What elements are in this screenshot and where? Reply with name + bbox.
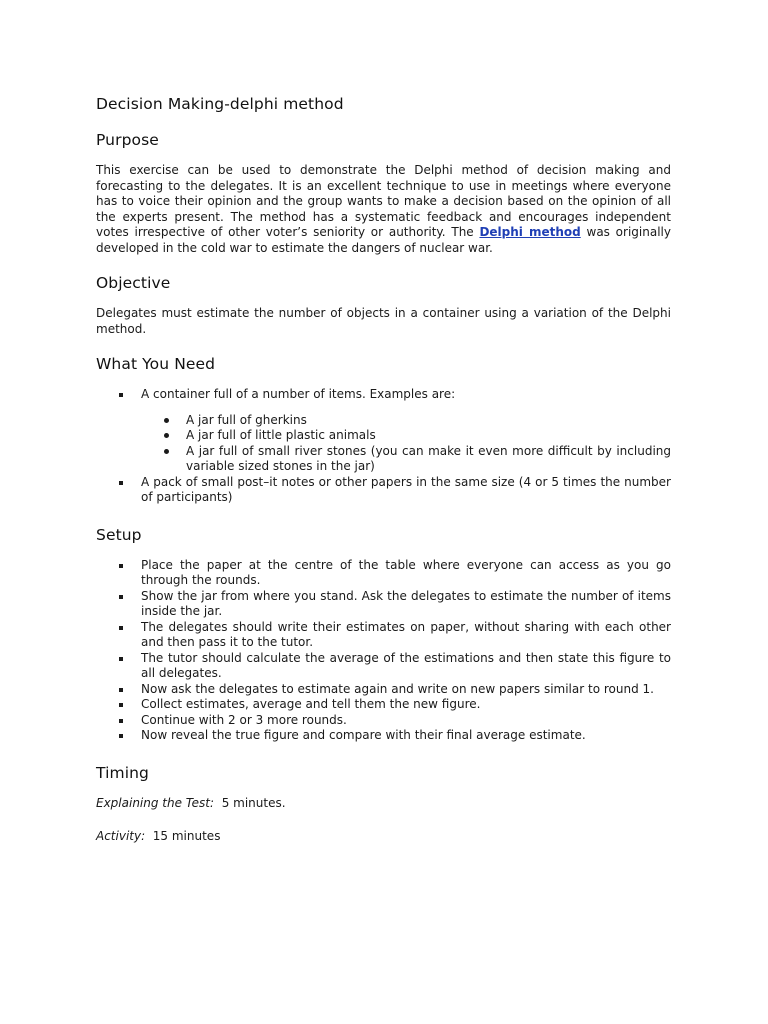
list-item: Now reveal the true figure and compare with their final average estimate. (96, 728, 671, 744)
timing-label: Activity: (96, 829, 146, 843)
purpose-text: This exercise can be used to demonstrate the Delphi method of decision making and forecasting to the delegates. It is an excellent technique to use in meetings where everyone has to voice their opinion and the group wants to make a decision based on the opinion of all the experts present. The method has a systematic feedback and encourages independent votes irrespective of other voter’s seniority or authority. The (96, 163, 671, 239)
purpose-heading: Purpose (96, 131, 159, 149)
setup-heading: Setup (96, 525, 142, 544)
list-item: The tutor should calculate the average of the estimations and then state this figure to all delegates. (96, 651, 671, 682)
what-you-need-list (96, 387, 671, 506)
timing-explaining (96, 796, 671, 812)
examples-list (141, 413, 671, 475)
timing-heading: Timing (96, 763, 149, 782)
list-item (96, 475, 671, 506)
list-item-text: A jar full of small river stones (you can make it even more difficult by including variable sized stones in the jar) (186, 443, 671, 473)
purpose-paragraph (96, 163, 671, 256)
list-item: Continue with 2 or 3 more rounds. (96, 713, 671, 729)
list-item-text: A pack of small post–it notes or other papers in the same size (4 or 5 times the number of participants) (141, 474, 671, 504)
list-item (96, 387, 671, 475)
list-item-text: A jar full of gherkins (186, 412, 307, 427)
objective-heading: Objective (96, 274, 171, 292)
list-item: The delegates should write their estimates on paper, without sharing with each other and then pass it to the tutor. (96, 620, 671, 651)
list-item-text: A jar full of little plastic animals (186, 428, 376, 442)
list-item-text: A container full of a number of items. Examples are: (141, 387, 456, 401)
timing-activity (96, 829, 671, 845)
list-item (96, 428, 671, 444)
document-title: Decision Making-delphi method (96, 95, 344, 113)
timing-value: 15 minutes (152, 829, 221, 843)
setup-list (96, 558, 671, 744)
timing-value: 5 minutes. (221, 795, 286, 810)
what-you-need-heading: What You Need (96, 355, 216, 373)
timing-label: Explaining the Test: (96, 795, 215, 810)
list-item: Place the paper at the centre of the table where everyone can access as you go through the rounds. (96, 558, 671, 589)
list-item: Collect estimates, average and tell them the new figure. (96, 697, 671, 713)
list-item: Now ask the delegates to estimate again and write on new papers similar to round 1. (96, 682, 671, 698)
list-item (96, 444, 671, 475)
list-item: Show the jar from where you stand. Ask the delegates to estimate the number of items inside the jar. (96, 589, 671, 620)
delphi-method-link[interactable]: Delphi method (479, 225, 581, 239)
purpose-text-end: was originally developed in the cold war to estimate the dangers of nuclear war. (96, 225, 671, 255)
list-item (96, 413, 671, 429)
objective-paragraph: Delegates must estimate the number of objects in a container using a variation of the Delphi method. (96, 306, 671, 336)
